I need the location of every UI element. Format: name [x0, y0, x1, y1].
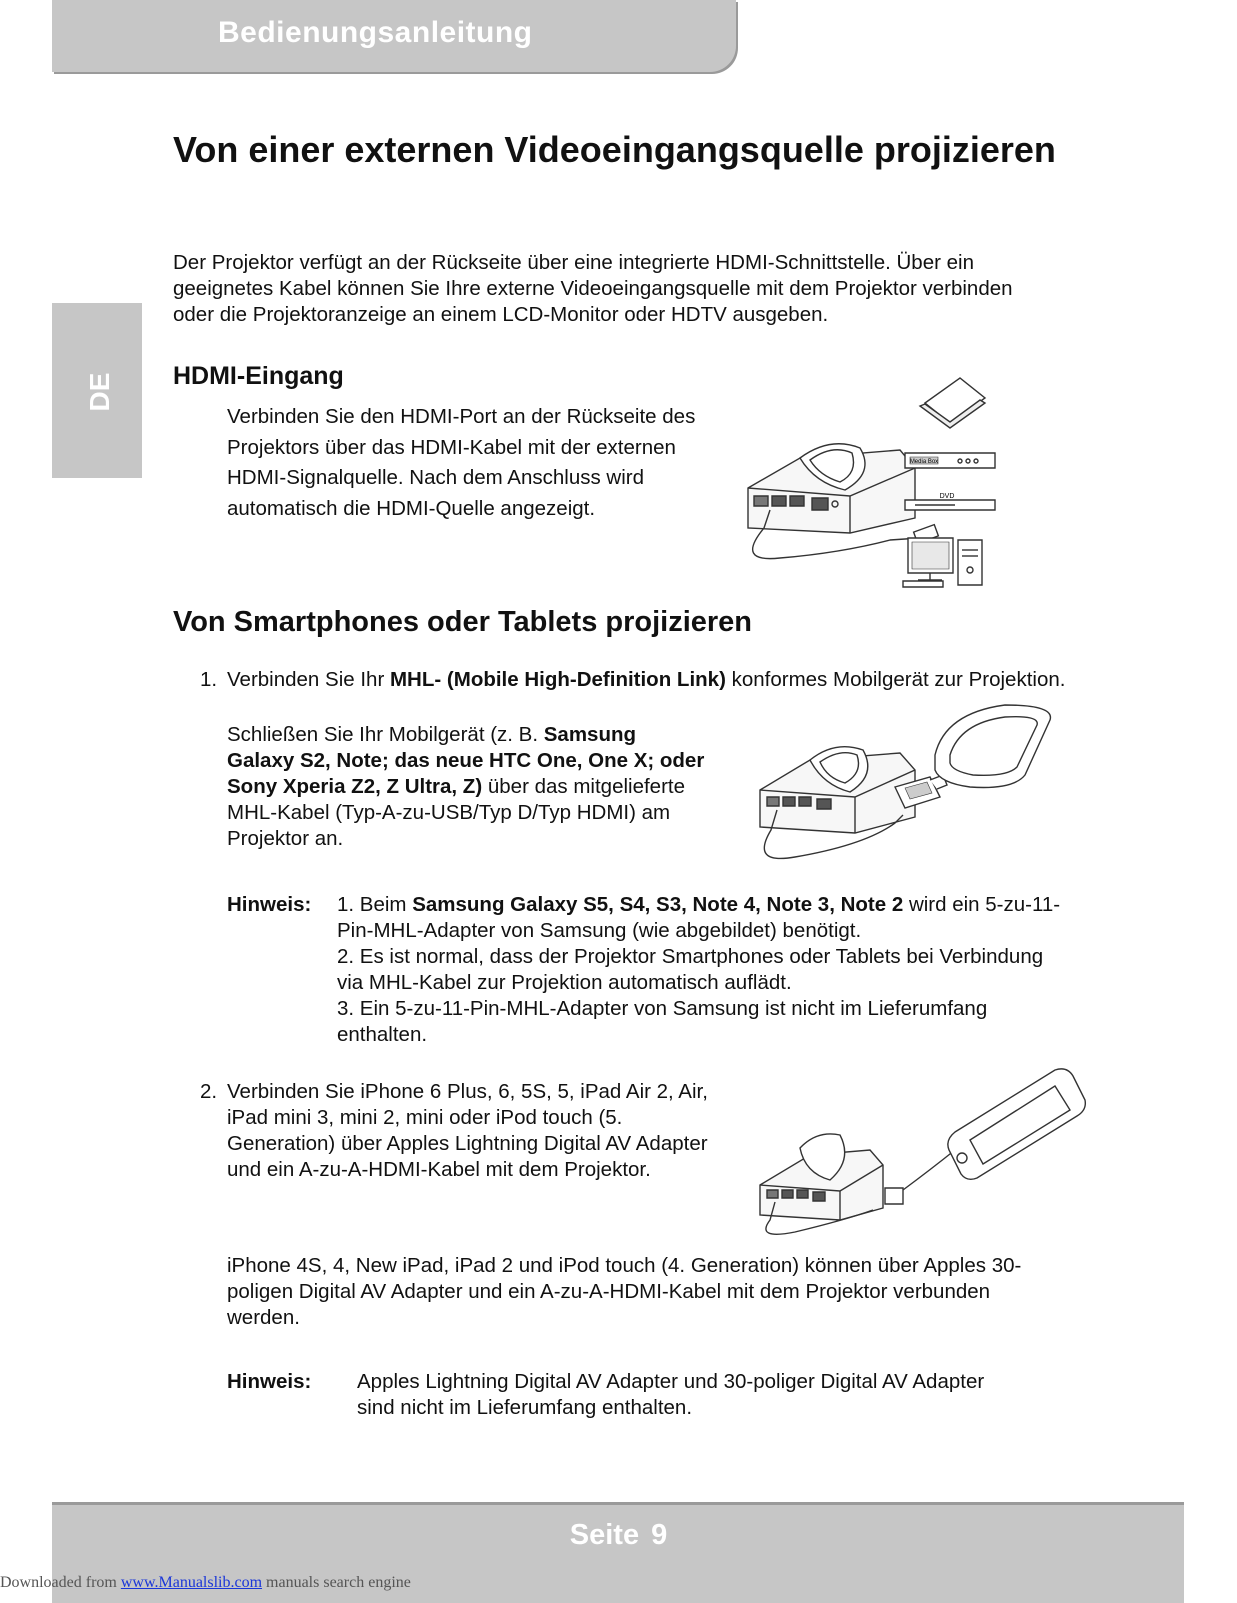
projector-icon: [760, 747, 915, 833]
step-1-intro: Verbinden Sie Ihr MHL- (Mobile High-Definition Link) konformes Mobilgerät zur Projektion.: [227, 668, 1066, 691]
media-box-icon: [905, 453, 995, 468]
dvd-label: DVD: [939, 493, 955, 500]
projector-icon: [760, 1134, 883, 1220]
step-2-text: Verbinden Sie iPhone 6 Plus, 6, 5S, 5, iPad Air 2, Air, iPad mini 3, mini 2, mini oder iPod touch (5. Generation) über Apples Lightning Digital AV Adapter und ein A-zu-A-HDMI-Kabel mit dem Projektor.: [227, 1080, 708, 1181]
note-1-item-2: 2. Es ist normal, dass der Projektor Smartphones oder Tablets bei Verbindung via MHL-Kabel zur Projektion automatisch auflädt.: [337, 945, 1044, 994]
language-label: DE: [84, 372, 115, 412]
note-1-item-1: 1. Beim Samsung Galaxy S5, S4, S3, Note 4, Note 3, Note 2 wird ein 5-zu-11-Pin-MHL-Adapter von Samsung (wie abgebildet) benötigt.: [337, 893, 1061, 942]
projector-icon: [748, 444, 915, 533]
header-title: Bedienungsanleitung: [218, 16, 533, 49]
mhl-connection-illustration: [755, 705, 1075, 880]
dvd-player-icon: [905, 493, 995, 510]
hdmi-heading: HDMI-Eingang: [173, 362, 344, 390]
note-2-label: Hinweis:: [227, 1370, 312, 1393]
step-1-details: Schließen Sie Ihr Mobilgerät (z. B. Samsung Galaxy S2, Note; das neue HTC One, One X; oder Sony Xperia Z2, Z Ultra, Z) über das mitgelieferte MHL-Kabel (Typ-A-zu-USB/Typ D/Typ HDMI) am Projektor an.: [227, 723, 705, 850]
note-1-label: Hinweis:: [227, 893, 312, 916]
lightning-connection-illustration: [755, 1070, 1090, 1240]
note-1-items: [337, 892, 1067, 1048]
hdmi-connection-illustration: [740, 378, 1020, 600]
laptop-icon: [920, 378, 985, 428]
iphone-icon: [948, 1069, 1085, 1179]
step-2-text-2: iPhone 4S, 4, New iPad, iPad 2 und iPod touch (4. Generation) können über Apples 30-poligen Digital AV Adapter und ein A-zu-A-HDMI-Kabel mit dem Projektor verbunden werden.: [227, 1254, 1022, 1329]
note-1-item-3: 3. Ein 5-zu-11-Pin-MHL-Adapter von Samsung ist nicht im Lieferumfang enthalten.: [337, 997, 988, 1046]
smartphone-icon: [935, 705, 1050, 788]
manualslib-link[interactable]: www.Manualslib.com: [120, 1574, 263, 1591]
note-2-text: Apples Lightning Digital AV Adapter und 30-poliger Digital AV Adapter sind nicht im Lieferumfang enthalten.: [357, 1370, 985, 1419]
step-2-number: 2.: [200, 1080, 218, 1103]
page-title: Von einer externen Videoeingangsquelle projizieren: [173, 129, 1056, 170]
page-number-footer: Seite 9: [569, 1519, 668, 1551]
hdmi-paragraph: Verbinden Sie den HDMI-Port an der Rückseite des Projektors über das HDMI-Kabel mit der externen HDMI-Signalquelle. Nach dem Anschluss wird automatisch die HDMI-Quelle angezeigt.: [227, 405, 696, 520]
download-notice: Downloaded from www.Manualslib.com manuals search engine: [0, 1574, 411, 1591]
intro-paragraph: Der Projektor verfügt an der Rückseite über eine integrierte HDMI-Schnittstelle. Über ein geeignetes Kabel können Sie Ihre externe Videoeingangsquelle mit dem Projektor verbinden oder die Projektoranzeige an einem LCD-Monitor oder HDTV ausgeben.: [173, 251, 1013, 326]
desktop-computer-icon: [903, 538, 982, 587]
step-1-number: 1.: [200, 668, 218, 691]
media-box-label: Media Box: [909, 459, 939, 465]
smartphone-heading: Von Smartphones oder Tablets projizieren: [173, 606, 753, 638]
